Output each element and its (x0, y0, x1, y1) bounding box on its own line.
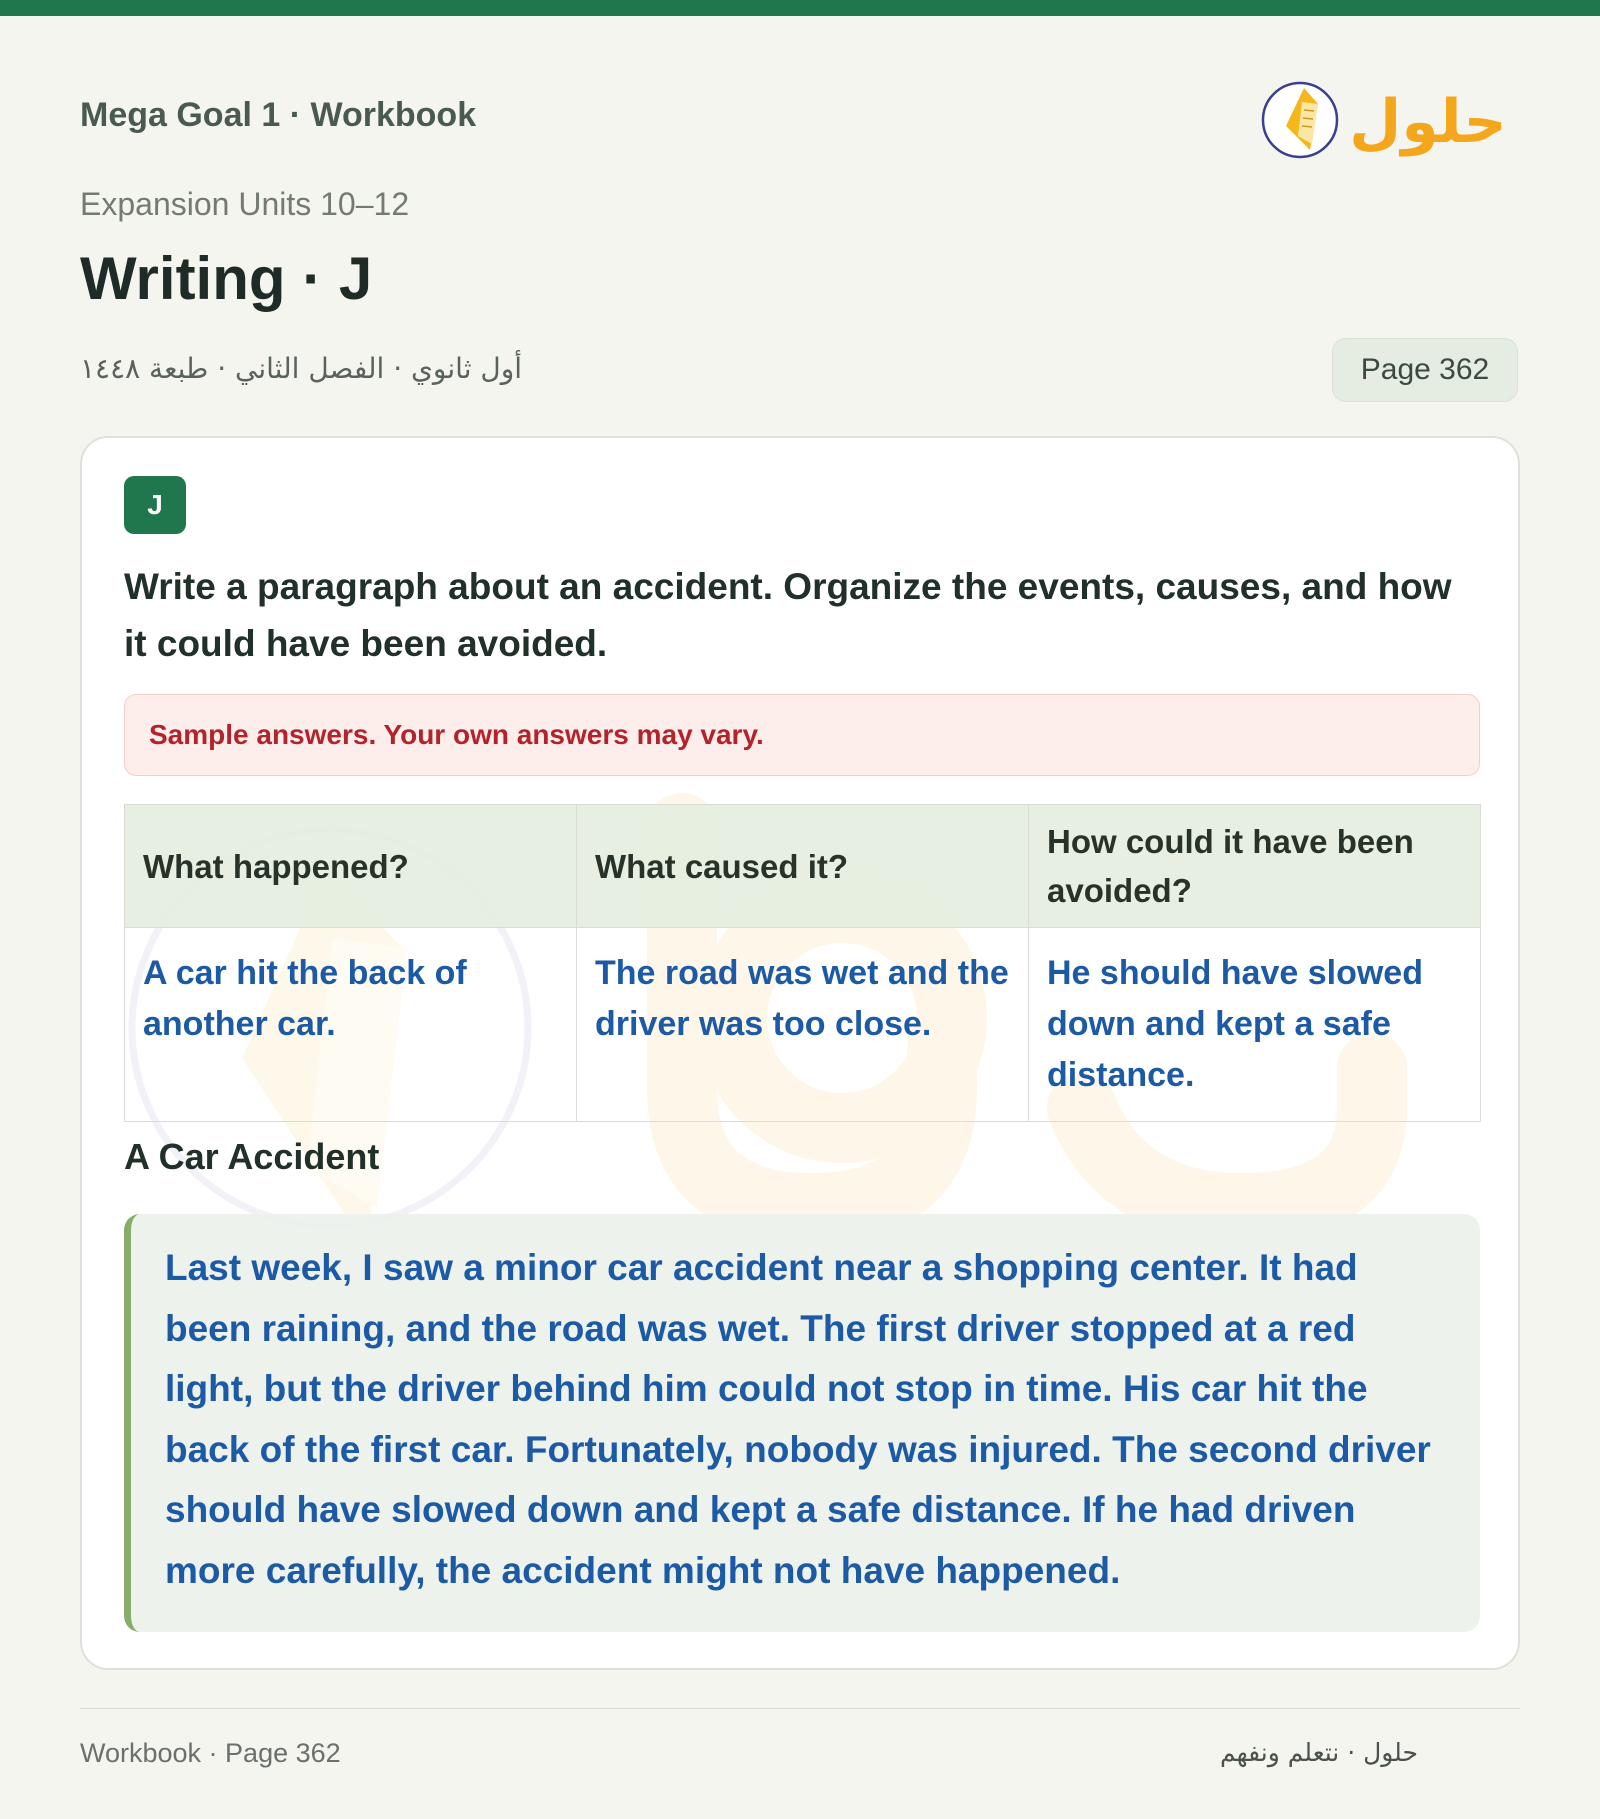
header-what-happened: What happened? (125, 805, 577, 928)
table-row (125, 928, 1481, 1122)
page-title: Writing · J (80, 245, 373, 312)
passage-text: Last week, I saw a minor car accident near a shopping center. It had been raining, and the road was wet. The first driver stopped at a red light, but the driver behind him could not stop in time. His car hit the back of the first car. Fortunately, nobody was injured. The second driver should have slowed down and kept a safe distance. If he had driven more carefully, the accident might not have happened. (165, 1247, 1431, 1591)
exercise-instruction: Write a paragraph about an accident. Organize the events, causes, and how it could have been avoided. (124, 566, 1452, 664)
accident-organizer-table (124, 804, 1481, 1122)
section-subtitle: Expansion Units 10–12 (80, 186, 410, 222)
top-accent-bar (0, 0, 1600, 16)
footer-tagline: حلول · نتعلم ونفهم (1220, 1738, 1418, 1767)
passage-title: A Car Accident (124, 1136, 380, 1177)
arabic-grade-info: أول ثانوي · الفصل الثاني · طبعة ١٤٤٨ (80, 352, 523, 385)
exercise-card (80, 436, 1520, 1670)
sample-answers-note: Sample answers. Your own answers may vary. (124, 694, 1480, 776)
footer-page-label: Workbook · Page 362 (80, 1738, 341, 1768)
answer-how-avoided: He should have slowed down and kept a safe distance. (1029, 928, 1481, 1122)
exercise-letter-badge: J (124, 476, 186, 534)
footer-divider (80, 1708, 1520, 1709)
answer-what-happened: A car hit the back of another car. (125, 928, 577, 1122)
logo (1258, 64, 1508, 164)
answer-what-caused: The road was wet and the driver was too close. (577, 928, 1029, 1122)
passage-box (124, 1214, 1480, 1632)
page-number-badge: Page 362 (1332, 338, 1518, 402)
header-what-caused: What caused it? (577, 805, 1029, 928)
book-title: Mega Goal 1 · Workbook (80, 96, 477, 134)
table-header-row (125, 805, 1481, 928)
header-how-avoided: How could it have been avoided? (1029, 805, 1481, 928)
svg-text:حلول: حلول (1349, 87, 1507, 157)
